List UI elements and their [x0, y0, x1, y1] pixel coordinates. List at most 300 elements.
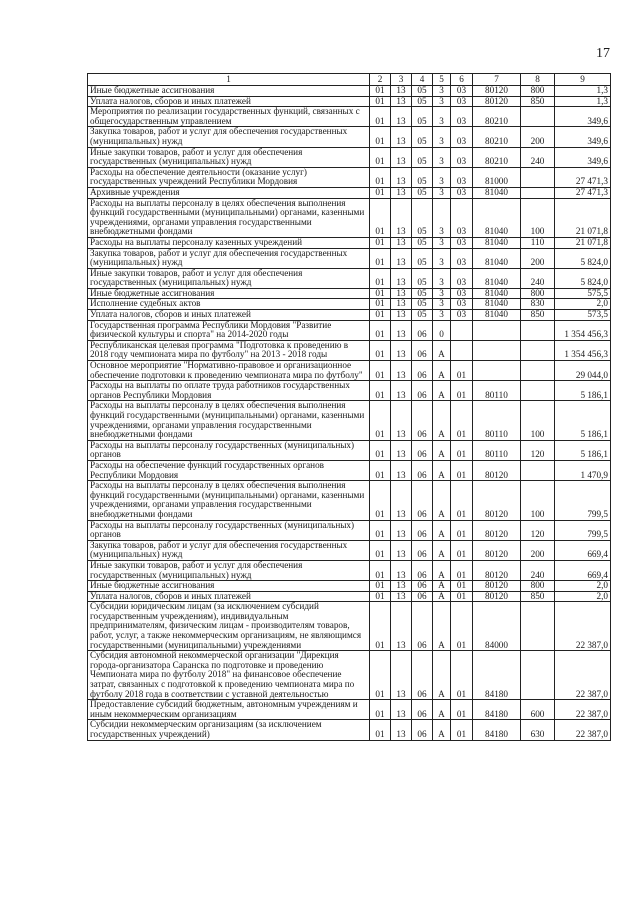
col-4: 05	[412, 187, 433, 198]
row-amount: 5 824,0	[555, 268, 611, 288]
col-6: 01	[451, 381, 473, 401]
col-5: 3	[433, 248, 451, 268]
col-4: 06	[412, 361, 433, 381]
row-amount: 21 071,8	[555, 237, 611, 248]
col-8: 850	[521, 96, 555, 107]
row-name: Уплата налогов, сборов и иных платежей	[88, 591, 370, 602]
col-2: 01	[370, 107, 391, 127]
row-name: Расходы на выплаты персоналу казенных учреждений	[88, 237, 370, 248]
col-5: А	[433, 401, 451, 440]
col-6: 03	[451, 198, 473, 237]
row-amount: 27 471,3	[555, 187, 611, 198]
col-4: 06	[412, 540, 433, 560]
col-2: 01	[370, 560, 391, 580]
col-4: 06	[412, 591, 433, 602]
col-2: 01	[370, 460, 391, 480]
col-8	[521, 361, 555, 381]
col-7: 80210	[473, 107, 521, 127]
col-2: 01	[370, 127, 391, 147]
col-6: 01	[451, 540, 473, 560]
col-6: 01	[451, 361, 473, 381]
table-row	[88, 460, 611, 480]
col-5: А	[433, 520, 451, 540]
row-amount: 349,6	[555, 127, 611, 147]
table-row	[88, 237, 611, 248]
table-row	[88, 602, 611, 651]
col-3: 13	[391, 560, 412, 580]
col-2: 01	[370, 700, 391, 720]
table-row	[88, 187, 611, 198]
row-amount: 5 824,0	[555, 248, 611, 268]
col-5: 3	[433, 96, 451, 107]
table-row	[88, 591, 611, 602]
col-6: 01	[451, 520, 473, 540]
row-amount: 2,0	[555, 581, 611, 592]
row-name: Иные закупки товаров, работ и услуг для обеспечения государственных (муниципальных) нужд	[88, 147, 370, 167]
col-7: 81000	[473, 167, 521, 187]
col-7: 81040	[473, 187, 521, 198]
col-3: 13	[391, 187, 412, 198]
col-3: 13	[391, 268, 412, 288]
col-8	[521, 381, 555, 401]
row-amount: 669,4	[555, 560, 611, 580]
row-amount: 1,3	[555, 86, 611, 97]
row-name: Субсидии юридическим лицам (за исключением субсидий государственным учреждениям), индивидуальным предпринимателям, физическим лицам - производителям товаров, работ, услуг, а также некоммерческим организациям, не являющимся государственными (муниципальными) учреждениями	[88, 602, 370, 651]
col-8	[521, 167, 555, 187]
col-8	[521, 602, 555, 651]
col-5: А	[433, 340, 451, 360]
col-8	[521, 320, 555, 340]
col-6: 01	[451, 560, 473, 580]
col-5: 3	[433, 147, 451, 167]
col-4: 06	[412, 581, 433, 592]
col-4: 05	[412, 268, 433, 288]
col-7: 80120	[473, 520, 521, 540]
table-row	[88, 198, 611, 237]
col-8: 240	[521, 147, 555, 167]
col-3: 13	[391, 310, 412, 321]
row-name: Субсидия автономной некоммерческой организации "Дирекция города-организатора Саранска по подготовке и проведению Чемпионата мира по футболу 2018" на финансовое обеспечение затрат, связанных с подготовкой к проведению чемпионата мира по футболу 2018 года в соответствии с уставной деятельностью	[88, 651, 370, 700]
col-6: 03	[451, 96, 473, 107]
col-4: 06	[412, 651, 433, 700]
row-amount: 349,6	[555, 147, 611, 167]
col-5: 3	[433, 288, 451, 299]
row-amount: 573,5	[555, 310, 611, 321]
header-col-6: 6	[451, 74, 473, 86]
col-5: А	[433, 602, 451, 651]
col-4: 06	[412, 381, 433, 401]
col-3: 13	[391, 96, 412, 107]
col-3: 13	[391, 299, 412, 310]
row-amount: 1 354 456,3	[555, 320, 611, 340]
row-name: Расходы на обеспечение функций государственных органов Республики Мордовия	[88, 460, 370, 480]
row-name: Республиканская целевая программа "Подготовка к проведению в 2018 году чемпионата мира по футболу" на 2013 - 2018 годы	[88, 340, 370, 360]
col-2: 01	[370, 187, 391, 198]
col-3: 13	[391, 481, 412, 520]
col-6: 01	[451, 651, 473, 700]
row-name: Расходы на выплаты персоналу в целях обеспечения выполнения функций государственными (муниципальными) органами, казенными учреждениями, органами управления государственными внебюджетными фондами	[88, 401, 370, 440]
col-3: 13	[391, 340, 412, 360]
col-7: 80120	[473, 540, 521, 560]
col-4: 05	[412, 248, 433, 268]
col-3: 13	[391, 167, 412, 187]
col-4: 05	[412, 299, 433, 310]
col-8	[521, 340, 555, 360]
col-8: 200	[521, 248, 555, 268]
col-7: 81040	[473, 268, 521, 288]
col-4: 05	[412, 96, 433, 107]
col-8: 200	[521, 540, 555, 560]
col-7: 80120	[473, 460, 521, 480]
table-row	[88, 167, 611, 187]
col-5: 3	[433, 167, 451, 187]
header-col-5: 5	[433, 74, 451, 86]
row-amount: 799,5	[555, 520, 611, 540]
header-col-7: 7	[473, 74, 521, 86]
col-7: 80120	[473, 560, 521, 580]
row-amount: 5 186,1	[555, 381, 611, 401]
row-amount: 27 471,3	[555, 167, 611, 187]
header-col-2: 2	[370, 74, 391, 86]
col-6: 03	[451, 237, 473, 248]
col-8: 120	[521, 440, 555, 460]
row-amount: 22 387,0	[555, 602, 611, 651]
table-row	[88, 481, 611, 520]
table-row	[88, 560, 611, 580]
header-col-1: 1	[88, 74, 370, 86]
col-7: 84180	[473, 720, 521, 740]
col-4: 06	[412, 401, 433, 440]
col-7: 80110	[473, 401, 521, 440]
row-name: Расходы на выплаты персоналу государственных (муниципальных) органов	[88, 440, 370, 460]
col-6: 03	[451, 147, 473, 167]
col-4: 06	[412, 320, 433, 340]
col-6	[451, 340, 473, 360]
row-name: Расходы на обеспечение деятельности (оказание услуг) государственных учреждений Республики Мордовия	[88, 167, 370, 187]
row-name: Основное мероприятие "Нормативно-правовое и организационное обеспечение подготовки к проведению чемпионата мира по футболу"	[88, 361, 370, 381]
col-6: 01	[451, 440, 473, 460]
col-8	[521, 187, 555, 198]
row-name: Расходы на выплаты персоналу в целях обеспечения выполнения функций государственными (муниципальными) органами, казенными учреждениями, органами управления государственными внебюджетными фондами	[88, 198, 370, 237]
col-6: 03	[451, 288, 473, 299]
col-7: 80110	[473, 440, 521, 460]
table-row	[88, 700, 611, 720]
row-amount: 575,5	[555, 288, 611, 299]
header-col-4: 4	[412, 74, 433, 86]
col-5: 3	[433, 198, 451, 237]
row-name: Уплата налогов, сборов и иных платежей	[88, 96, 370, 107]
row-name: Мероприятия по реализации государственных функций, связанных с общегосударственным управлением	[88, 107, 370, 127]
col-3: 13	[391, 198, 412, 237]
row-name: Расходы на выплаты персоналу государственных (муниципальных) органов	[88, 520, 370, 540]
col-4: 05	[412, 310, 433, 321]
col-2: 01	[370, 440, 391, 460]
row-amount: 22 387,0	[555, 700, 611, 720]
row-name: Расходы на выплаты по оплате труда работников государственных органов Республики Мордовия	[88, 381, 370, 401]
col-4: 06	[412, 460, 433, 480]
col-4: 06	[412, 440, 433, 460]
col-2: 01	[370, 540, 391, 560]
col-6: 03	[451, 86, 473, 97]
row-amount: 2,0	[555, 299, 611, 310]
col-6: 01	[451, 460, 473, 480]
col-3: 13	[391, 401, 412, 440]
col-6: 03	[451, 299, 473, 310]
row-amount: 21 071,8	[555, 198, 611, 237]
col-8: 800	[521, 86, 555, 97]
row-name: Иные бюджетные ассигнования	[88, 86, 370, 97]
table-row	[88, 581, 611, 592]
col-8: 600	[521, 700, 555, 720]
col-8: 830	[521, 299, 555, 310]
col-2: 01	[370, 198, 391, 237]
col-7: 81040	[473, 248, 521, 268]
col-8: 100	[521, 401, 555, 440]
row-name: Иные бюджетные ассигнования	[88, 581, 370, 592]
row-name: Расходы на выплаты персоналу в целях обеспечения выполнения функций государственными (муниципальными) органами, казенными учреждениями, органами управления государственными внебюджетными фондами	[88, 481, 370, 520]
col-5: А	[433, 700, 451, 720]
col-2: 01	[370, 320, 391, 340]
col-8: 800	[521, 288, 555, 299]
col-8: 100	[521, 481, 555, 520]
col-2: 01	[370, 268, 391, 288]
table-row	[88, 86, 611, 97]
col-5: А	[433, 591, 451, 602]
col-8: 100	[521, 198, 555, 237]
col-4: 05	[412, 127, 433, 147]
col-5: А	[433, 581, 451, 592]
col-3: 13	[391, 602, 412, 651]
col-8	[521, 107, 555, 127]
col-8: 800	[521, 581, 555, 592]
header-col-3: 3	[391, 74, 412, 86]
col-7: 81040	[473, 288, 521, 299]
col-5: 3	[433, 187, 451, 198]
col-8: 850	[521, 591, 555, 602]
col-2: 01	[370, 167, 391, 187]
col-7	[473, 320, 521, 340]
col-2: 01	[370, 720, 391, 740]
col-3: 13	[391, 440, 412, 460]
col-6: 01	[451, 581, 473, 592]
header-col-9: 9	[555, 74, 611, 86]
col-6: 03	[451, 127, 473, 147]
col-5: 3	[433, 107, 451, 127]
col-4: 06	[412, 520, 433, 540]
col-2: 01	[370, 481, 391, 520]
col-5: А	[433, 440, 451, 460]
col-6: 01	[451, 700, 473, 720]
col-7: 80120	[473, 591, 521, 602]
col-2: 01	[370, 591, 391, 602]
col-5: А	[433, 381, 451, 401]
col-5: 0	[433, 320, 451, 340]
col-7: 81040	[473, 237, 521, 248]
col-2: 01	[370, 581, 391, 592]
col-4: 06	[412, 481, 433, 520]
col-3: 13	[391, 107, 412, 127]
row-amount: 669,4	[555, 540, 611, 560]
row-name: Закупка товаров, работ и услуг для обеспечения государственных (муниципальных) нужд	[88, 540, 370, 560]
col-6: 03	[451, 310, 473, 321]
col-8	[521, 651, 555, 700]
col-7: 84180	[473, 651, 521, 700]
col-7: 81040	[473, 198, 521, 237]
col-6: 01	[451, 720, 473, 740]
col-6: 03	[451, 248, 473, 268]
col-3: 13	[391, 700, 412, 720]
table-row	[88, 96, 611, 107]
col-3: 13	[391, 248, 412, 268]
header-row	[88, 74, 611, 86]
col-6	[451, 320, 473, 340]
col-5: А	[433, 651, 451, 700]
table-row	[88, 127, 611, 147]
col-3: 13	[391, 581, 412, 592]
col-5: 3	[433, 127, 451, 147]
col-6: 03	[451, 268, 473, 288]
table-row	[88, 248, 611, 268]
table-row	[88, 288, 611, 299]
table-row	[88, 720, 611, 740]
col-5: 3	[433, 299, 451, 310]
col-8: 200	[521, 127, 555, 147]
col-2: 01	[370, 310, 391, 321]
col-6: 03	[451, 107, 473, 127]
col-3: 13	[391, 381, 412, 401]
row-name: Иные бюджетные ассигнования	[88, 288, 370, 299]
header-col-8: 8	[521, 74, 555, 86]
col-5: 3	[433, 86, 451, 97]
col-3: 13	[391, 320, 412, 340]
table-row	[88, 540, 611, 560]
col-2: 01	[370, 299, 391, 310]
col-7: 80120	[473, 481, 521, 520]
col-7: 80120	[473, 581, 521, 592]
col-2: 01	[370, 520, 391, 540]
col-7: 80120	[473, 96, 521, 107]
table-row	[88, 107, 611, 127]
col-3: 13	[391, 540, 412, 560]
row-name: Исполнение судебных актов	[88, 299, 370, 310]
table-row	[88, 361, 611, 381]
col-3: 13	[391, 361, 412, 381]
col-5: 3	[433, 237, 451, 248]
col-6: 01	[451, 591, 473, 602]
row-amount: 349,6	[555, 107, 611, 127]
col-2: 01	[370, 381, 391, 401]
col-7: 81040	[473, 299, 521, 310]
col-5: А	[433, 481, 451, 520]
budget-table	[87, 73, 611, 741]
table-row	[88, 268, 611, 288]
col-4: 06	[412, 700, 433, 720]
row-amount: 5 186,1	[555, 440, 611, 460]
row-name: Государственная программа Республики Мордовия "Развитие физической культуры и спорта" на 2014-2020 годы	[88, 320, 370, 340]
col-4: 05	[412, 86, 433, 97]
table-row	[88, 520, 611, 540]
row-name: Иные закупки товаров, работ и услуг для обеспечения государственных (муниципальных) нужд	[88, 560, 370, 580]
col-7	[473, 340, 521, 360]
table-row	[88, 651, 611, 700]
col-8: 240	[521, 268, 555, 288]
col-8: 240	[521, 560, 555, 580]
col-4: 05	[412, 198, 433, 237]
col-5: А	[433, 460, 451, 480]
col-2: 01	[370, 602, 391, 651]
col-8	[521, 460, 555, 480]
col-7	[473, 361, 521, 381]
col-5: А	[433, 361, 451, 381]
col-5: А	[433, 540, 451, 560]
col-5: 3	[433, 268, 451, 288]
col-4: 05	[412, 288, 433, 299]
col-7: 84180	[473, 700, 521, 720]
row-amount: 2,0	[555, 591, 611, 602]
col-3: 13	[391, 520, 412, 540]
table-row	[88, 340, 611, 360]
col-4: 06	[412, 560, 433, 580]
col-4: 05	[412, 167, 433, 187]
col-2: 01	[370, 340, 391, 360]
col-3: 13	[391, 147, 412, 167]
col-2: 01	[370, 248, 391, 268]
col-7: 80110	[473, 381, 521, 401]
col-3: 13	[391, 127, 412, 147]
col-4: 06	[412, 720, 433, 740]
col-2: 01	[370, 651, 391, 700]
col-5: А	[433, 560, 451, 580]
row-name: Субсидии некоммерческим организациям (за исключением государственных учреждений)	[88, 720, 370, 740]
col-2: 01	[370, 86, 391, 97]
col-4: 06	[412, 340, 433, 360]
row-name: Закупка товаров, работ и услуг для обеспечения государственных (муниципальных) нужд	[88, 127, 370, 147]
row-amount: 1 354 456,3	[555, 340, 611, 360]
col-2: 01	[370, 147, 391, 167]
row-name: Предоставление субсидий бюджетным, автономным учреждениям и иным некоммерческим организациям	[88, 700, 370, 720]
col-7: 84000	[473, 602, 521, 651]
col-7: 80210	[473, 127, 521, 147]
col-8: 120	[521, 520, 555, 540]
col-4: 05	[412, 147, 433, 167]
table-row	[88, 381, 611, 401]
col-4: 05	[412, 107, 433, 127]
col-3: 13	[391, 460, 412, 480]
col-3: 13	[391, 720, 412, 740]
row-amount: 5 186,1	[555, 401, 611, 440]
col-5: 3	[433, 310, 451, 321]
col-6: 03	[451, 167, 473, 187]
row-amount: 22 387,0	[555, 651, 611, 700]
col-7: 80120	[473, 86, 521, 97]
col-4: 06	[412, 602, 433, 651]
table-row	[88, 147, 611, 167]
col-7: 81040	[473, 310, 521, 321]
row-name: Иные закупки товаров, работ и услуг для обеспечения государственных (муниципальных) нужд	[88, 268, 370, 288]
col-3: 13	[391, 86, 412, 97]
col-2: 01	[370, 401, 391, 440]
col-3: 13	[391, 288, 412, 299]
row-amount: 799,5	[555, 481, 611, 520]
table-row	[88, 440, 611, 460]
col-8: 850	[521, 310, 555, 321]
table-row	[88, 310, 611, 321]
row-name: Закупка товаров, работ и услуг для обеспечения государственных (муниципальных) нужд	[88, 248, 370, 268]
col-7: 80210	[473, 147, 521, 167]
col-2: 01	[370, 361, 391, 381]
col-2: 01	[370, 288, 391, 299]
table-row	[88, 320, 611, 340]
